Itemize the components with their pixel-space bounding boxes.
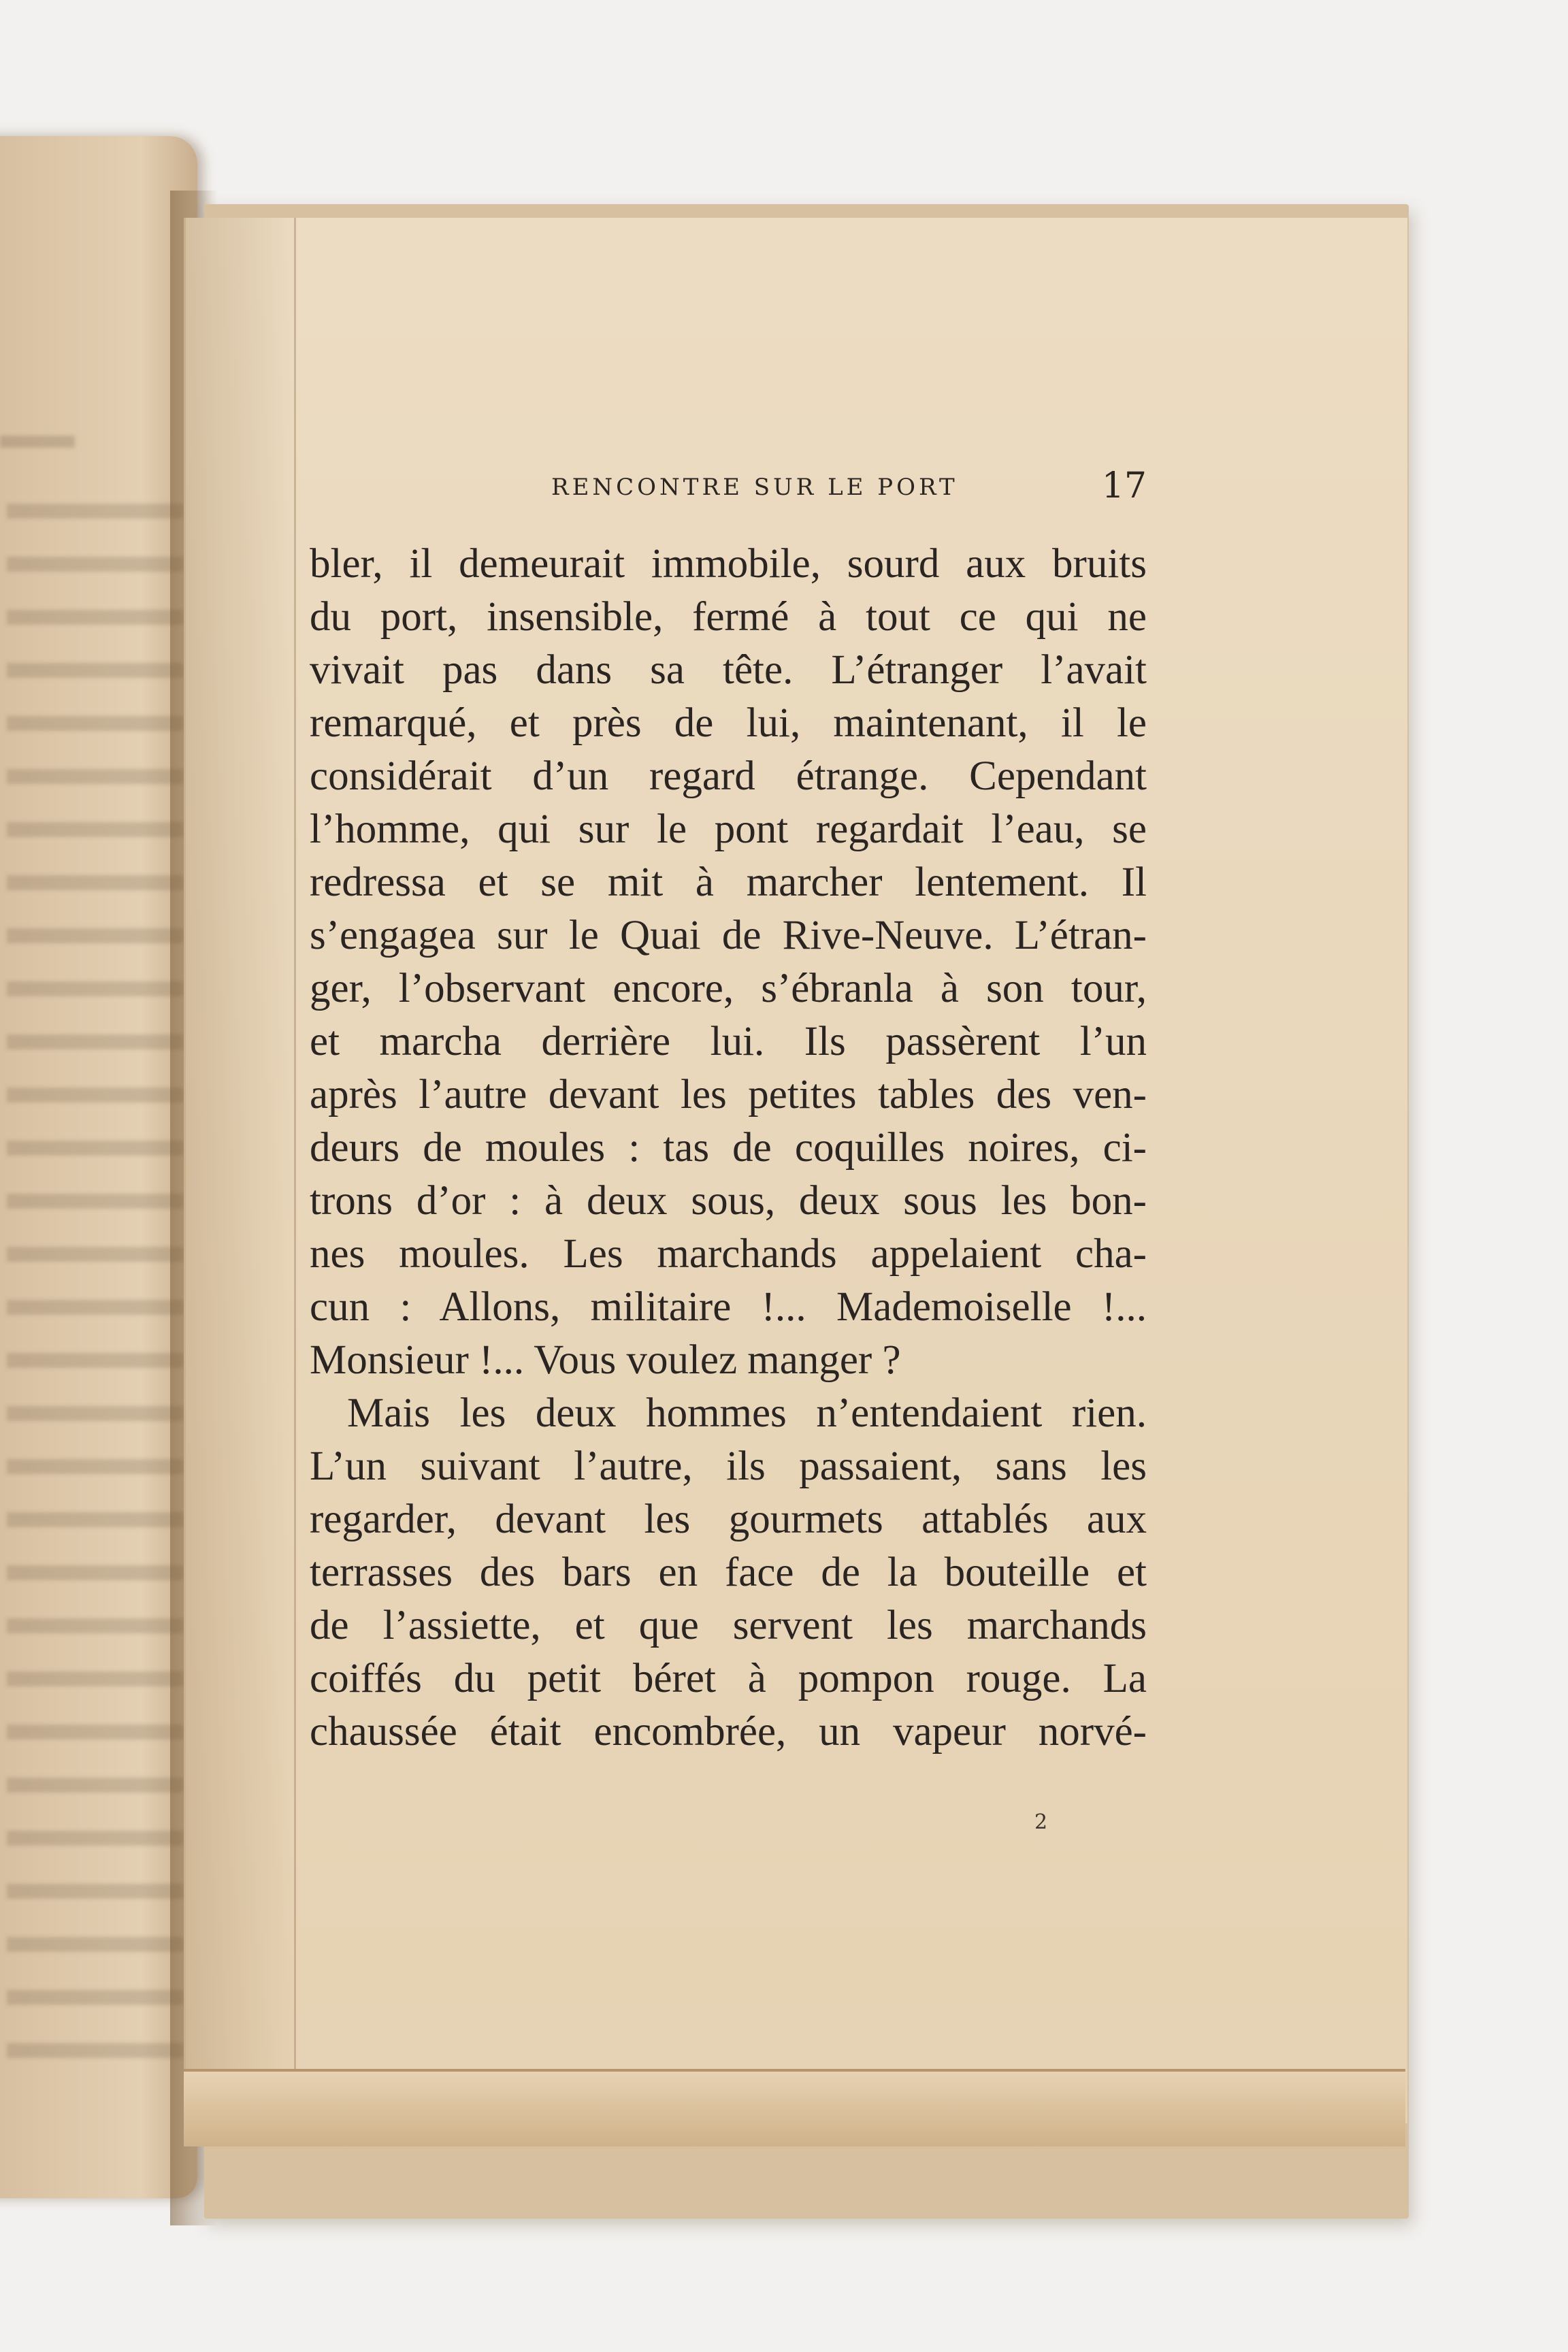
text-line: Monsieur !... Vous voulez manger ? (310, 1337, 901, 1383)
text-line: deurs de moules : tas de coquilles noires, ci- (310, 1125, 1147, 1171)
running-head: RENCONTRE SUR LE PORT (551, 474, 958, 501)
text-line: l’homme, qui sur le pont regardait l’eau, se (310, 806, 1147, 852)
text-line: bler, il demeurait immobile, sourd aux bruits (310, 541, 1147, 587)
facing-page-left (0, 136, 197, 2198)
page-number: 17 (1101, 466, 1147, 506)
text-line: remarqué, et près de lui, maintenant, il le (310, 700, 1147, 746)
text-line: considérait d’un regard étrange. Cependant (310, 753, 1147, 799)
text-line: et marcha derrière lui. Ils passèrent l’un (310, 1019, 1147, 1064)
page-bottom-edge (184, 2069, 1405, 2146)
text-line: chaussée était encombrée, un vapeur norvé- (310, 1709, 1147, 1754)
signature-mark: 2 (1034, 1810, 1048, 1834)
text-line: après l’autre devant les petites tables des ven- (310, 1072, 1147, 1117)
facing-page-header-blur (0, 436, 75, 448)
text-line: ger, l’observant encore, s’ébranla à son tour, (310, 966, 1147, 1011)
text-line: Mais les deux hommes n’entendaient rien. (347, 1390, 1147, 1436)
body-text (310, 538, 1147, 1759)
text-line: vivait pas dans sa tête. L’étranger l’avait (310, 647, 1147, 693)
text-line: L’un suivant l’autre, ils passaient, sans les (310, 1443, 1147, 1489)
text-line: trons d’or : à deux sous, deux sous les bon- (310, 1178, 1147, 1224)
page-header (531, 466, 1147, 517)
text-line: redressa et se mit à marcher lentement. Il (310, 860, 1147, 905)
text-line: de l’assiette, et que servent les marchands (310, 1603, 1147, 1648)
text-line: du port, insensible, fermé à tout ce qui ne (310, 594, 1147, 640)
facing-page-text-blur (7, 504, 184, 2069)
text-line: terrasses des bars en face de la bouteille et (310, 1550, 1147, 1595)
text-line: nes moules. Les marchands appelaient cha- (310, 1231, 1147, 1277)
text-line: coiffés du petit béret à pompon rouge. La (310, 1656, 1147, 1701)
text-line: s’engagea sur le Quai de Rive-Neuve. L’étran- (310, 913, 1147, 958)
text-line: regarder, devant les gourmets attablés aux (310, 1497, 1147, 1542)
page-fold-line (294, 218, 296, 2123)
text-line: cun : Allons, militaire !... Mademoiselle !... (310, 1284, 1147, 1330)
